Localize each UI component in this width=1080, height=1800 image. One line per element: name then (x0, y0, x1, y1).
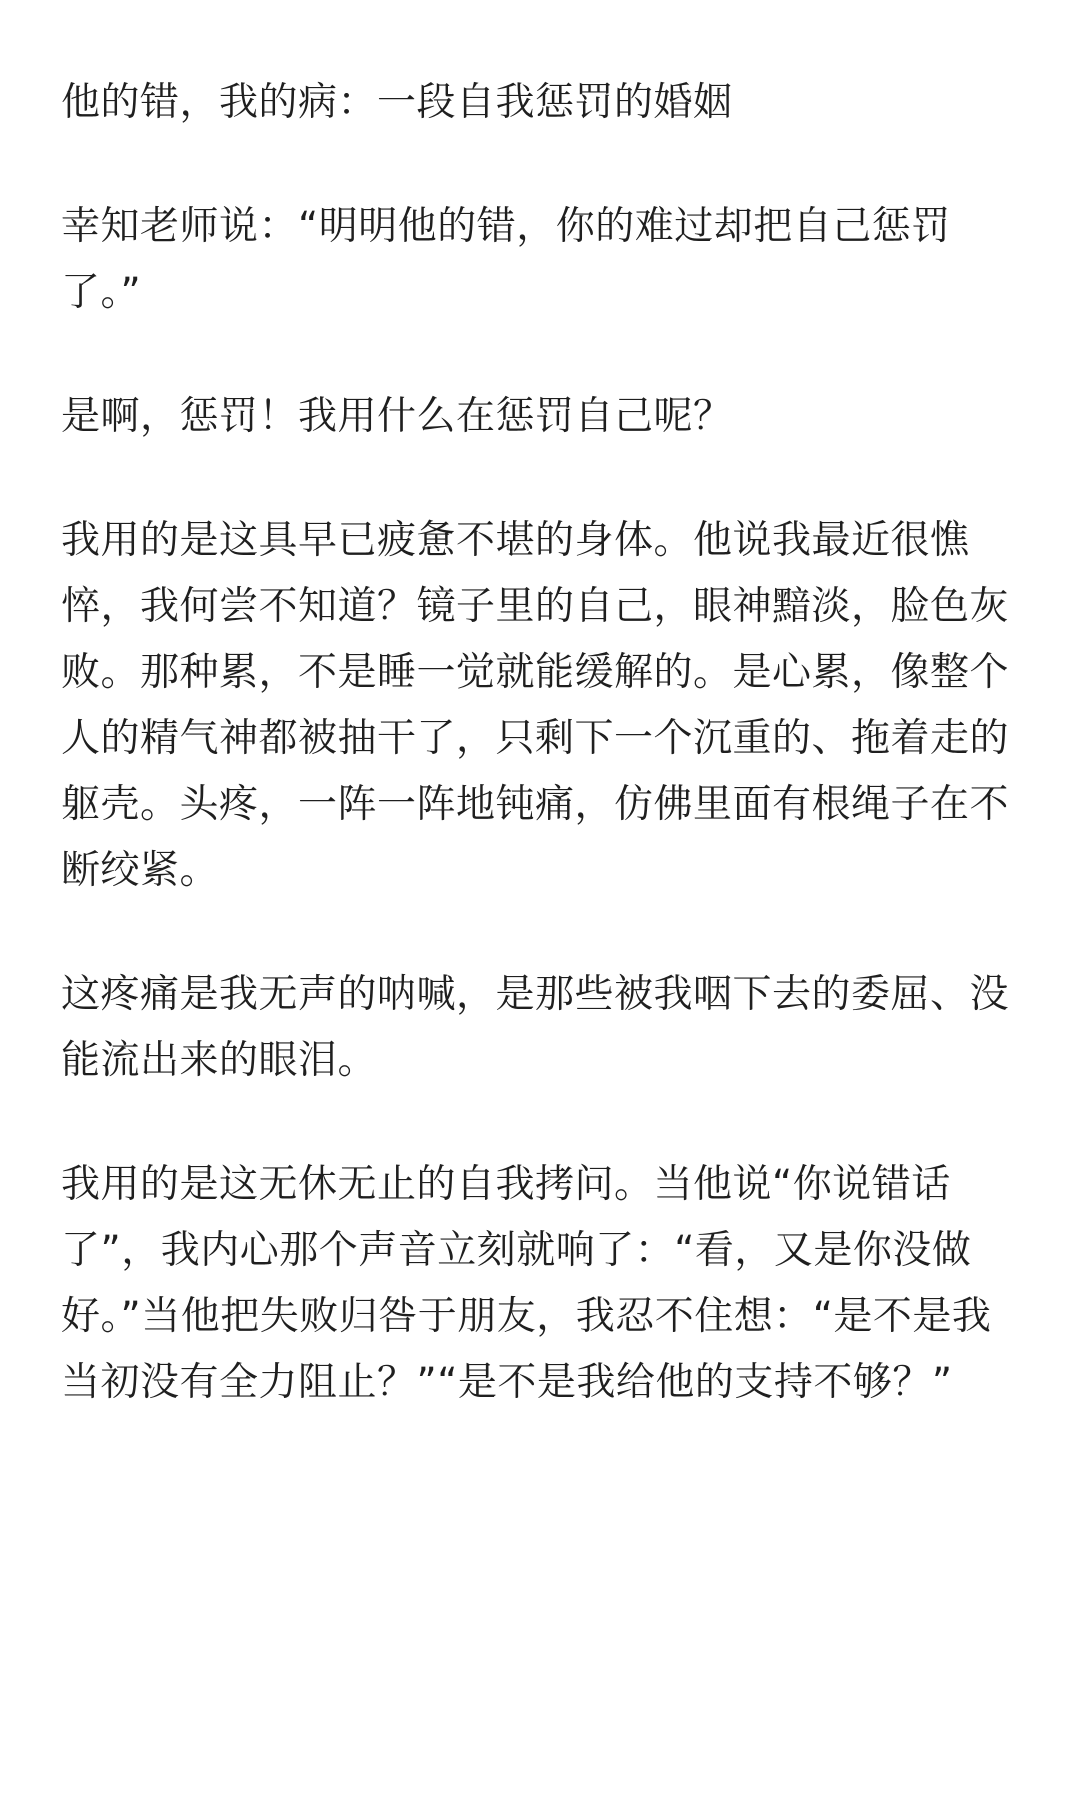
paragraph-question: 是啊，惩罚！我用什么在惩罚自己呢？ (61, 394, 733, 439)
article (61, 70, 1021, 1416)
paragraph-self-interrogation: 我用的是这无休无止的自我拷问。当他说“你说错话了”，我内心那个声音立刻就响了：“看，又是你没做好。”当他把失败归咎于朋友，我忍不住想：“是不是我当初没有全力阻止？”“是不是我给他的支持不够？” (61, 1162, 992, 1405)
paragraph-silent-cry: 这疼痛是我无声的呐喊，是那些被我咽下去的委屈、没能流出来的眼泪。 (61, 972, 1010, 1083)
article-title: 他的错，我的病：一段自我惩罚的婚姻 (61, 80, 733, 125)
paragraph-body-exhaustion: 我用的是这具早已疲惫不堪的身体。他说我最近很憔悴，我何尝不知道？镜子里的自己，眼神黯淡，脸色灰败。那种累，不是睡一觉就能缓解的。是心累，像整个人的精气神都被抽干了，只剩下一个沉重的、拖着走的躯壳。头疼，一阵一阵地钝痛，仿佛里面有根绳子在不断绞紧。 (61, 518, 1010, 893)
paragraph-teacher-quote: 幸知老师说：“明明他的错，你的难过却把自己惩罚了。” (61, 204, 951, 315)
